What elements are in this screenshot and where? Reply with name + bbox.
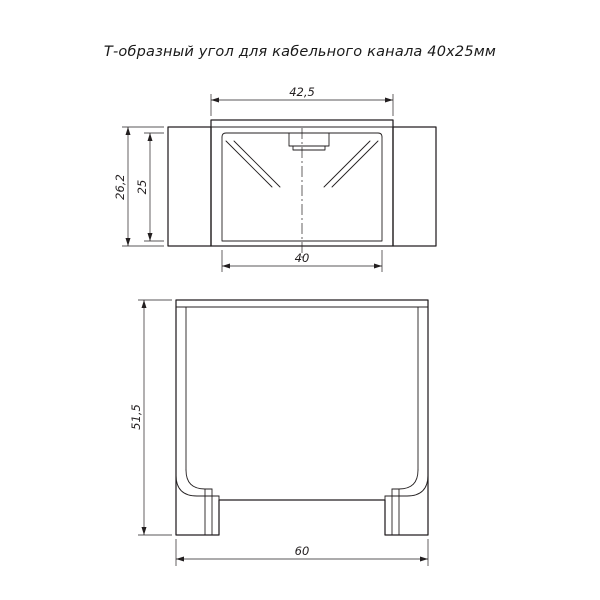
front-view-geometry: [168, 120, 436, 258]
top-view-dimensions: [129, 300, 428, 566]
dim-label-51-5: 51,5: [129, 404, 143, 430]
top-view-geometry: [176, 300, 428, 535]
front-view-dimensions: [113, 85, 393, 272]
dim-label-60: 60: [294, 544, 310, 558]
page-title: Т-образный угол для кабельного канала 40x25мм: [103, 44, 497, 60]
dim-label-26-2: 26,2: [113, 174, 127, 200]
dim-label-40: 40: [294, 251, 310, 265]
dim-label-42-5: 42,5: [289, 85, 315, 99]
dim-label-25: 25: [135, 179, 149, 195]
